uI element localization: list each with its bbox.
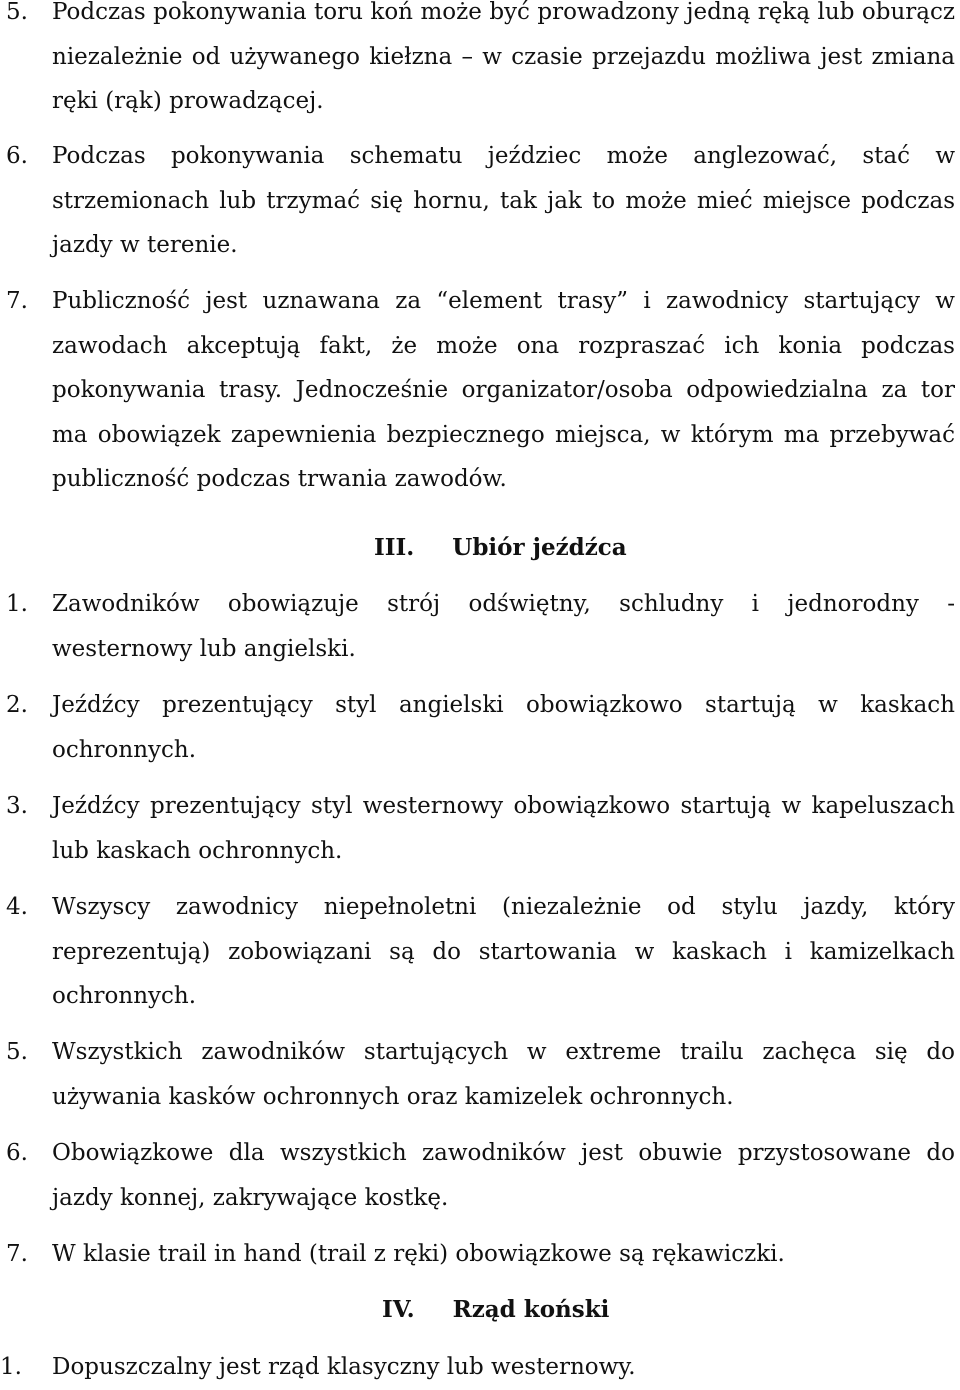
item-number: 2.: [6, 692, 28, 718]
section-number: III.: [374, 534, 415, 561]
item-text: Obowiązkowe dla wszystkich zawodników jest obuwie przystosowane do jazdy konnej, zakrywające kostkę.: [52, 1140, 955, 1211]
item-number: 1.: [6, 591, 28, 617]
item-text: Jeźdźcy prezentujący styl angielski obowiązkowo startują w kaskach ochronnych.: [52, 692, 955, 763]
item-number: 5.: [6, 0, 28, 25]
item-number: 6.: [6, 143, 28, 169]
item-number: 6.: [6, 1140, 28, 1166]
section-title: Ubiór jeźdźca: [452, 534, 627, 561]
item-text: Podczas pokonywania toru koń może być prowadzony jedną ręką lub oburącz niezależnie od używanego kiełzna – w czasie przejazdu możliwa jest zmiana ręki (rąk) prowadzącej.: [52, 0, 955, 114]
item-text: Publiczność jest uznawana za “element trasy” i zawodnicy startujący w zawodach akceptują fakt, że może ona rozpraszać ich konia podczas pokonywania trasy. Jednocześnie organizator/osoba odpowiedzialna za tor ma obowiązek zapewnienia bezpiecznego miejsca, w którym ma przebywać publiczność podczas trwania zawodów.: [52, 288, 955, 492]
item-text: W klasie trail in hand (trail z ręki) obowiązkowe są rękawiczki.: [52, 1241, 785, 1267]
item-number: 4.: [6, 894, 28, 920]
section-heading: [382, 1295, 609, 1325]
item-text: Zawodników obowiązuje strój odświętny, schludny i jednorodny - westernowy lub angielski.: [52, 591, 955, 662]
item-text: Jeźdźcy prezentujący styl westernowy obowiązkowo startują w kapeluszach lub kaskach ochronnych.: [52, 793, 955, 864]
section-heading: [374, 533, 627, 563]
section-title: Rząd koński: [452, 1296, 610, 1323]
item-number: 1.: [0, 1354, 22, 1380]
item-number: 3.: [6, 793, 28, 819]
section-number: IV.: [382, 1296, 415, 1323]
item-text: Wszystkich zawodników startujących w extreme trailu zachęca się do używania kasków ochronnych oraz kamizelek ochronnych.: [52, 1039, 955, 1110]
item-text: Podczas pokonywania schematu jeździec może anglezować, stać w strzemionach lub trzymać się hornu, tak jak to może mieć miejsce podczas jazdy w terenie.: [52, 143, 955, 258]
item-text: Dopuszczalny jest rząd klasyczny lub westernowy.: [52, 1354, 636, 1380]
item-text: Wszyscy zawodnicy niepełnoletni (niezależnie od stylu jazdy, który reprezentują) zobowiązani są do startowania w kaskach i kamizelkach ochronnych.: [52, 894, 955, 1009]
item-number: 5.: [6, 1039, 28, 1065]
item-number: 7.: [6, 1241, 28, 1267]
item-number: 7.: [6, 288, 28, 314]
